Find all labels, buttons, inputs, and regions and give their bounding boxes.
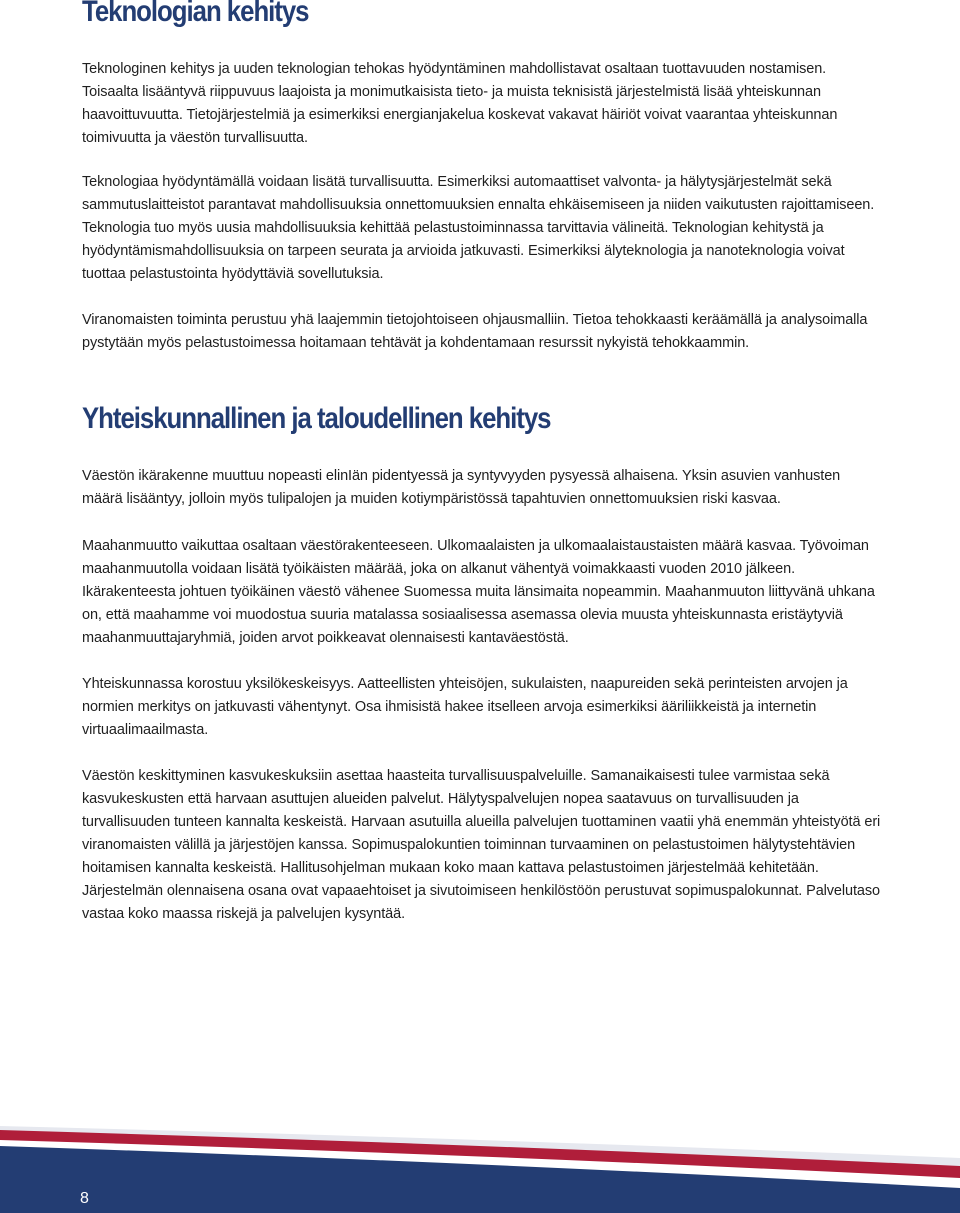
- paragraph: Teknologinen kehitys ja uuden teknologian tehokas hyödyntäminen mahdollistavat osaltaan tuottavuuden nostamisen. Toisaalta lisääntyvä riippuvuus laajoista ja monimutkaisista tieto- ja muista teknisistä järjestelmistä lisää yhteiskunnan haavoittuvuutta. Tietojärjestelmiä ja esimerkiksi energianjakelua koskevat vakavat häiriöt voivat vaarantaa yhteiskunnan toimivuutta ja väestön turvallisuutta.: [82, 61, 838, 146]
- page-number: 8: [80, 1190, 89, 1207]
- paragraph: Maahanmuutto vaikuttaa osaltaan väestörakenteeseen. Ulkomaalaisten ja ulkomaalaistaustaisten määrä kasvaa. Työvoiman maahanmuutolla voidaan lisätä työikäisten määrää, joka on alkanut vähentyä voimakkaasti vuoden 2010 jälkeen. Ikärakenteesta johtuen työikäinen väestö vähenee Suomessa muita länsimaita nopeammin. Maahanmuuton liittyvänä uhkana on, että maahamme voi muodostua suuria matalassa sosiaalisessa asemassa olevia muusta yhteiskunnasta eristäytyviä maahanmuuttajaryhmiä, joiden arvot poikkeavat olennaisesti kantaväestöstä.: [82, 538, 875, 646]
- paragraph: Yhteiskunnassa korostuu yksilökeskeisyys. Aatteellisten yhteisöjen, sukulaisten, naapureiden sekä perinteisten arvojen ja normien merkitys on jatkuvasti vähentynyt. Osa ihmisistä hakee itselleen arvoja esimerkiksi ääriliikkeistä ja internetin virtuaalimaailmasta.: [82, 676, 848, 738]
- paragraph: Väestön ikärakenne muuttuu nopeasti elinIän pidentyessä ja syntyvyyden pysyessä alhaisena. Yksin asuvien vanhusten määrä lisääntyy, jolloin myös tulipalojen ja muiden kotiympäristössä tapahtuvien onnettomuuksien riski kasvaa.: [82, 468, 841, 507]
- section-title-technology: Teknologian kehitys: [82, 0, 309, 28]
- paragraph: Teknologiaa hyödyntämällä voidaan lisätä turvallisuutta. Esimerkiksi automaattiset valvonta- ja hälytysjärjestelmät sekä sammutuslaitteistot parantavat mahdollisuuksia onnettomuuksien ennalta ehkäisemiseen ja niiden vaikutusten rajoittamiseen. Teknologia tuo myös uusia mahdollisuuksia kehittää pelastustoiminnassa tarvittavia välineitä. Teknologian kehitystä ja hyödyntämismahdollisuuksia on tarpeen seurata ja arvioida jatkuvasti. Esimerkiksi älyteknologia ja nanoteknologia voivat tuottaa pelastustointa hyödyttäviä sovellutuksia.: [82, 174, 875, 282]
- section-title-society-economy: Yhteiskunnallinen ja taloudellinen kehitys: [82, 402, 551, 435]
- paragraph: Väestön keskittyminen kasvukeskuksiin asettaa haasteita turvallisuuspalveluille. Samanaikaisesti tulee varmistaa sekä kasvukeskusten että harvaan asuttujen alueiden palvelut. Hälytyspalvelujen nopea saatavuus on turvallisuuden ja turvallisuuden tunteen kannalta keskeistä. Harvaan asutuilla alueilla palvelujen tuottaminen vaatii yhä enemmän yhteistyötä eri viranomaisten välillä ja järjestöjen kanssa. Sopimuspalokuntien toiminnan turvaaminen on pelastustoimen hälytystehtävien hoitamisen kannalta keskeistä. Hallitusohjelman mukaan koko maan kattava pelastustoimen järjestelmää kehitetään. Järjestelmän olennaisena osana ovat vapaaehtoiset ja sivutoimiseen henkilöstöön perustuvat sopimuspalokunnat. Palvelutaso vastaa koko maassa riskejä ja palvelujen kysyntää.: [82, 768, 881, 922]
- paragraph: Viranomaisten toiminta perustuu yhä laajemmin tietojohtoiseen ohjausmalliin. Tietoa tehokkaasti keräämällä ja analysoimalla pystytään myös pelastustoimessa hoitamaan tehtävät ja kohdentamaan resurssit nykyistä tehokkaammin.: [82, 312, 868, 351]
- footer-decorative-stripes: [0, 1120, 960, 1213]
